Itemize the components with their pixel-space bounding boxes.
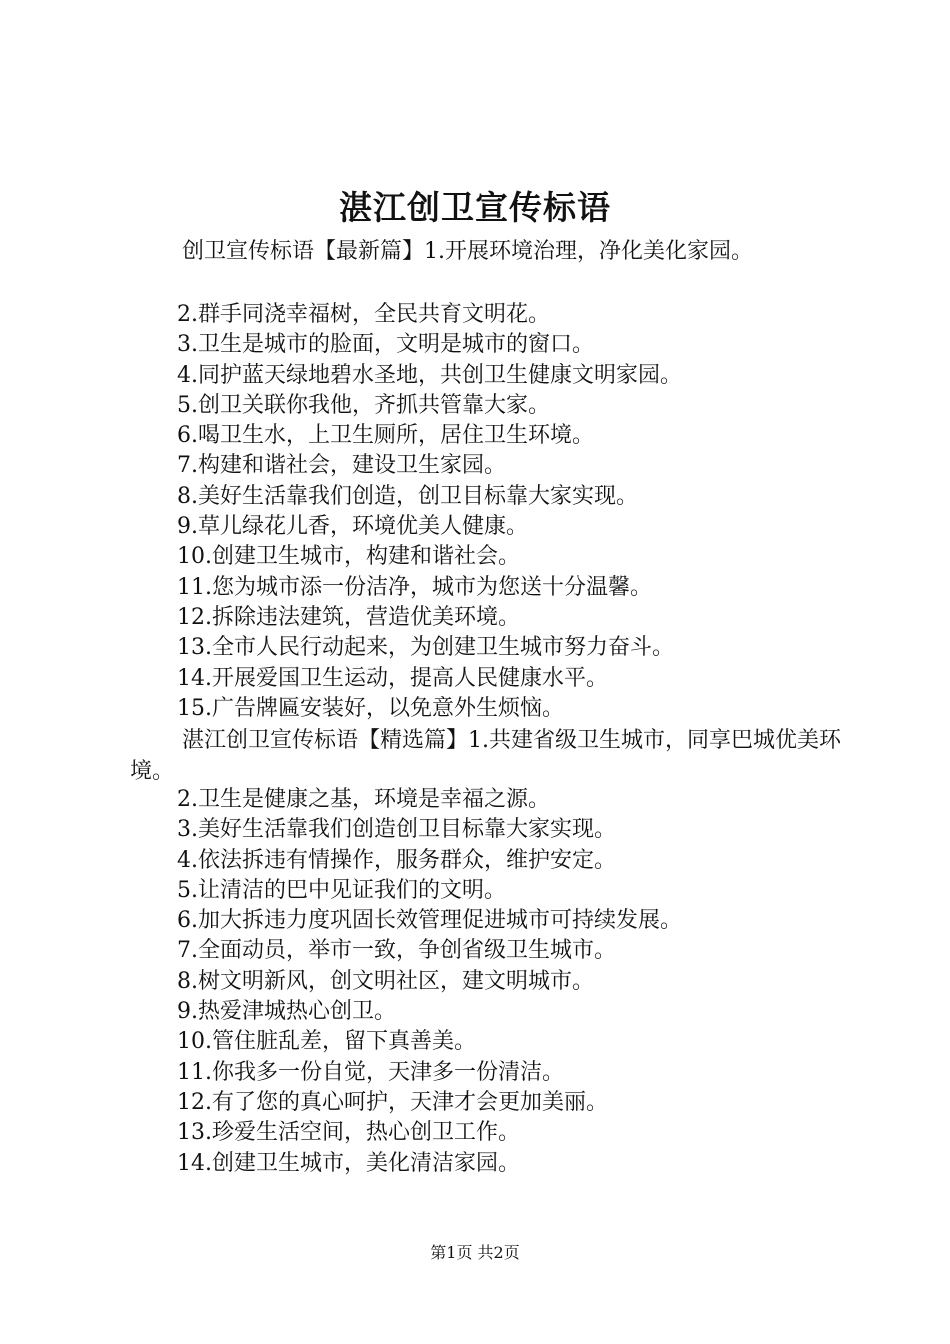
list-item: 11.你我多一份自觉，天津多一份清洁。 [177,1059,564,1085]
list-item: 9.热爱津城热心创卫。 [177,999,396,1025]
list-item: 11.您为城市添一份洁净，城市为您送十分温馨。 [177,574,652,600]
list-item: 7.全面动员，举市一致，争创省级卫生城市。 [177,938,616,964]
section2-list [177,785,682,1179]
list-item: 8.树文明新风，创文明社区，建文明城市。 [177,968,594,994]
list-item: 9.草儿绿花儿香，环境优美人健康。 [177,514,528,540]
list-item: 3.卫生是城市的脸面，文明是城市的窗口。 [177,332,594,358]
list-item: 6.加大拆违力度巩固长效管理促进城市可持续发展。 [177,908,682,934]
list-item: 6.喝卫生水，上卫生厕所，居住卫生环境。 [177,423,594,449]
list-item: 3.美好生活靠我们创造创卫目标靠大家实现。 [177,817,616,843]
list-item: 14.开展爱国卫生运动，提高人民健康水平。 [177,665,608,691]
list-item: 5.创卫关联你我他，齐抓共管靠大家。 [177,392,550,418]
section2-intro: 湛江创卫宣传标语【精选篇】1.共建省级卫生城市，同享巴城优美环境。 [130,728,841,784]
list-item: 8.美好生活靠我们创造，创卫目标靠大家实现。 [177,483,638,509]
list-item: 10.创建卫生城市，构建和谐社会。 [177,544,520,570]
page-title: 湛江创卫宣传标语 [339,188,611,227]
list-item: 12.拆除违法建筑，营造优美环境。 [177,604,520,630]
list-item: 4.依法拆违有情操作，服务群众，维护安定。 [177,847,616,873]
list-item: 2.群手同浇幸福树，全民共育文明花。 [177,302,550,327]
list-item: 12.有了您的真心呵护，天津才会更加美丽。 [177,1089,608,1115]
list-item: 13.全市人民行动起来，为创建卫生城市努力奋斗。 [177,635,674,661]
list-item: 5.让清洁的巴中见证我们的文明。 [177,877,506,903]
list-item: 10.管住脏乱差，留下真善美。 [177,1029,476,1055]
list-item: 2.卫生是健康之基，环境是幸福之源。 [177,787,550,812]
list-item: 15.广告牌匾安装好，以免意外生烦恼。 [177,695,564,721]
list-item: 14.创建卫生城市，美化清洁家园。 [177,1150,520,1176]
list-item: 13.珍爱生活空间，热心创卫工作。 [177,1120,520,1146]
list-item: 7.构建和谐社会，建设卫生家园。 [177,453,506,479]
section1-list [177,300,682,724]
page-footer: 第1页 共2页 [430,1243,520,1262]
section1-intro: 创卫宣传标语【最新篇】1.开展环境治理，净化美化家园。 [182,239,753,264]
list-item: 4.同护蓝天绿地碧水圣地，共创卫生健康文明家园。 [177,362,682,388]
